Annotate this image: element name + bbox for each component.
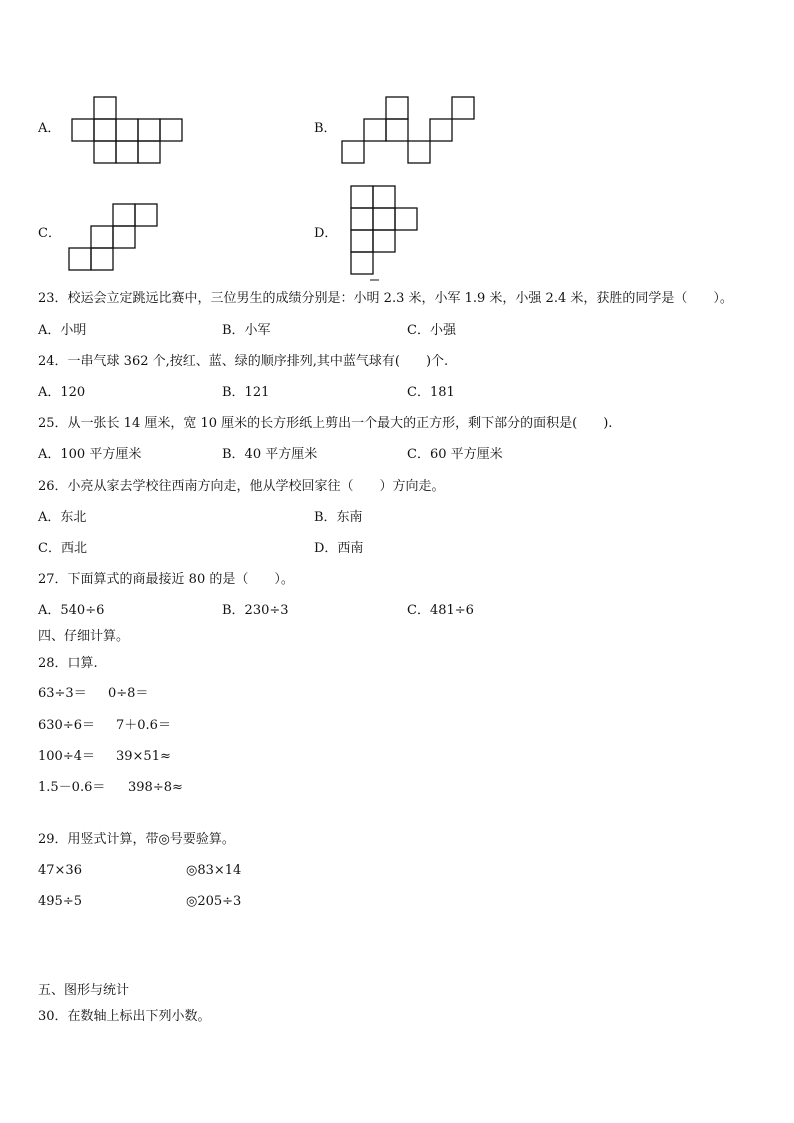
q25-option-c: C．60 平方厘米 [407,447,503,462]
option-a-label: A． [38,121,61,136]
q29-title: 29．用竖式计算，带◎号要验算。 [38,832,235,847]
q27-option-b: B．230÷3 [222,603,289,618]
q23-option-a: A．小明 [38,323,87,338]
q28-item: 1.5－0.6＝ [38,780,106,795]
q28-title: 28．口算. [38,656,98,671]
q27-option-c: C．481÷6 [407,603,474,618]
option-d-label: D． [314,226,338,241]
q29-item: ◎205÷3 [186,894,242,909]
q28-item: 100÷4＝ [38,749,95,764]
q25-stem: 25．从一张长 14 厘米，宽 10 厘米的长方形纸上剪出一个最大的正方形，剩下部分的面积是( ). [38,416,613,431]
q24-option-b: B．121 [222,385,270,400]
cube-net-d [350,185,420,283]
section-4-heading: 四、仔细计算。 [38,629,130,644]
q23-option-c: C．小强 [407,323,456,338]
q25-option-a: A．100 平方厘米 [38,447,142,462]
cube-net-b [341,96,477,164]
q28-item: 630÷6＝ [38,718,95,733]
q25-option-b: B．40 平方厘米 [222,447,318,462]
q29-item: 495÷5 [38,894,82,909]
q26-option-d: D．西南 [314,541,364,556]
q28-item: 63÷3＝ [38,686,87,701]
q28-item: 0÷8＝ [108,686,149,701]
q24-option-c: C．181 [407,385,455,400]
q27-option-a: A．540÷6 [38,603,105,618]
q26-stem: 26．小亮从家去学校往西南方向走，他从学校回家往（ ）方向走。 [38,479,445,494]
q24-option-a: A．120 [38,385,86,400]
q26-option-c: C．西北 [38,541,87,556]
cube-net-a [71,96,185,164]
section-5-heading: 五、图形与统计 [38,983,130,998]
q29-item: 47×36 [38,863,82,878]
cube-net-c [68,203,160,272]
q23-stem: 23．校运会立定跳远比赛中，三位男生的成绩分别是：小明 2.3 米，小军 1.9 米，小强 2.4 米，获胜的同学是（ ）。 [38,291,733,306]
q27-stem: 27．下面算式的商最接近 80 的是（ ）。 [38,572,294,587]
q30-title: 30．在数轴上标出下列小数。 [38,1009,211,1024]
q29-item: ◎83×14 [186,863,242,878]
q24-stem: 24．一串气球 362 个,按红、蓝、绿的顺序排列,其中蓝气球有( )个. [38,354,449,369]
q28-item: 39×51≈ [116,749,171,764]
q26-option-a: A．东北 [38,510,87,525]
q26-option-b: B．东南 [314,510,363,525]
q23-option-b: B．小军 [222,323,271,338]
option-c-label: C． [38,226,61,241]
option-b-label: B． [314,121,337,136]
q28-item: 7＋0.6＝ [116,718,171,733]
q28-item: 398÷8≈ [128,780,183,795]
